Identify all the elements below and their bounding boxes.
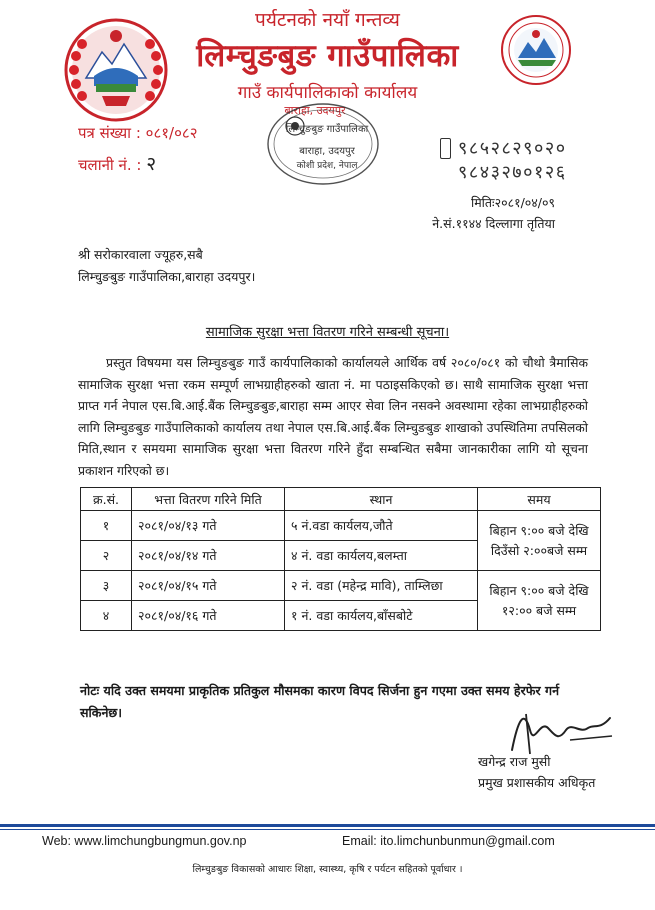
official-stamp xyxy=(265,102,381,186)
cell-place: १ नं. वडा कार्यलय,बाँसबोटे xyxy=(285,601,478,631)
cell-time-group-2: बिहान ९:०० बजे देखि १२:०० बजे सम्म xyxy=(478,571,601,631)
header-serial: क्र.सं. xyxy=(81,488,132,511)
dispatch-label: चलानी नं. : xyxy=(78,156,142,174)
signatory-name: खगेन्द्र राज मुसी xyxy=(478,754,551,769)
footer-tagline: लिम्चुङबुङ विकासको आधारः शिक्षा, स्वास्थ्य, कृषि र पर्यटन सहितको पूर्वाधार । xyxy=(192,864,463,875)
email-link[interactable]: Email: ito.limchunbunmun@gmail.com xyxy=(342,834,555,848)
cell-serial: ४ xyxy=(81,601,132,631)
phone-number-2: ९८४३२७०१२६ xyxy=(458,162,567,183)
stamp-text-province: कोशी प्रदेश, नेपाल xyxy=(296,161,358,171)
footer-divider-thin xyxy=(0,829,655,830)
table-row xyxy=(81,571,601,601)
table-row xyxy=(81,511,601,541)
office-name: गाउँ कार्यपालिकाको कार्यालय xyxy=(237,83,418,103)
phone-number-1: ९८५२८२९०२० xyxy=(458,138,567,159)
stamp-text-address: बाराहा, उदयपुर xyxy=(299,146,355,157)
dispatch-number xyxy=(78,150,156,176)
signatory-title: प्रमुख प्रशासकीय अधिकृत xyxy=(478,775,596,790)
cell-date: २०८१/०४/१५ गते xyxy=(132,571,285,601)
header-time: समय xyxy=(478,488,601,511)
subject-line: सामाजिक सुरक्षा भत्ता वितरण गरिने सम्बन्धी सूचना। xyxy=(205,325,450,340)
website-link[interactable]: Web: www.limchungbungmun.gov.np xyxy=(42,834,247,848)
tagline: पर्यटनको नयाँ गन्तव्य xyxy=(255,9,400,31)
cell-date: २०८१/०४/१३ गते xyxy=(132,511,285,541)
municipality-name: लिम्चुङबुङ गाउँपालिका xyxy=(196,38,459,74)
cell-time-group-1: बिहान ९:०० बजे देखि दिउँसो २:००बजे सम्म xyxy=(478,511,601,571)
notice-body: प्रस्तुत विषयमा यस लिम्चुङबुङ गाउँ कार्यपालिकाको कार्यालयले आर्थिक वर्ष २०८०/०८१ को चौथो त्रैमासिक सामाजिक सुरक्षा भत्ता रकम सम्पूर्ण लाभग्राहीहरुको खाता नं. मा पठाइसकिएको छ। साथै सामाजिक सुरक्षा भत्ता प्राप्त गर्न नेपाल एस.बि.आई.बैंक लिम्चुङबुङ,बाराहा सम्म आएर सेवा लिन नसक्ने अवस्थामा रहेका लाभग्राहीहरुको लागि लिम्चुङबुङ गाउँपालिकाको कार्यालय तथा नेपाल एस.बि.आई.बैंक लिम्चुङबुङ शाखाको उपस्थितिमा तपसिलको मिति,स्थान र समयमा सामाजिक सुरक्षा भत्ता वितरण गरिने हुँदा सम्बन्धित सबैमा जानकारीका लागि यो सूचना प्रकाशन गरिएको छ। xyxy=(78,355,588,478)
cell-serial: २ xyxy=(81,541,132,571)
cell-place: ५ नं.वडा कार्यलय,जौते xyxy=(285,511,478,541)
cell-date: २०८१/०४/१४ गते xyxy=(132,541,285,571)
header-date: भत्ता वितरण गरिने मिति xyxy=(132,488,285,511)
weather-note: नोटः यदि उक्त समयमा प्राकृतिक प्रतिकुल मौसमका कारण विपद सिर्जना हुन गएमा उक्त समय हेरफेर गर्न सकिनेछ। xyxy=(80,683,560,720)
stamp-text-municipality: लिम्चुङबुङ गाउँपालिका xyxy=(285,124,369,135)
cell-place: २ नं. वडा (महेन्द्र मावि), ताम्लिछा xyxy=(285,571,478,601)
handwritten-signature xyxy=(500,700,620,760)
recipient-line-2: लिम्चुङबुङ गाउँपालिका,बाराहा उदयपुर। xyxy=(78,269,256,284)
letter-date: मितिः२०८१/०४/०९ xyxy=(470,195,555,210)
phone-icon xyxy=(440,138,451,159)
recipient-line-1: श्री सरोकारवाला ज्यूहरु,सबै xyxy=(78,247,203,262)
footer-divider xyxy=(0,824,655,827)
header-place: स्थान xyxy=(285,488,478,511)
distribution-schedule-table xyxy=(80,487,601,631)
dispatch-value: २ xyxy=(146,153,157,175)
cell-place: ४ नं. वडा कार्यलय,बलम्ता xyxy=(285,541,478,571)
table-header-row xyxy=(81,488,601,511)
reference-number: पत्र संख्या : ०८१/०८२ xyxy=(78,124,198,142)
nepal-sambat-date: ने.सं.११४४ दिल्लागा तृतिया xyxy=(432,216,555,231)
cell-date: २०८१/०४/१६ गते xyxy=(132,601,285,631)
cell-serial: ३ xyxy=(81,571,132,601)
office-address: बाराहा, उदयपुर xyxy=(284,104,346,117)
cell-serial: १ xyxy=(81,511,132,541)
